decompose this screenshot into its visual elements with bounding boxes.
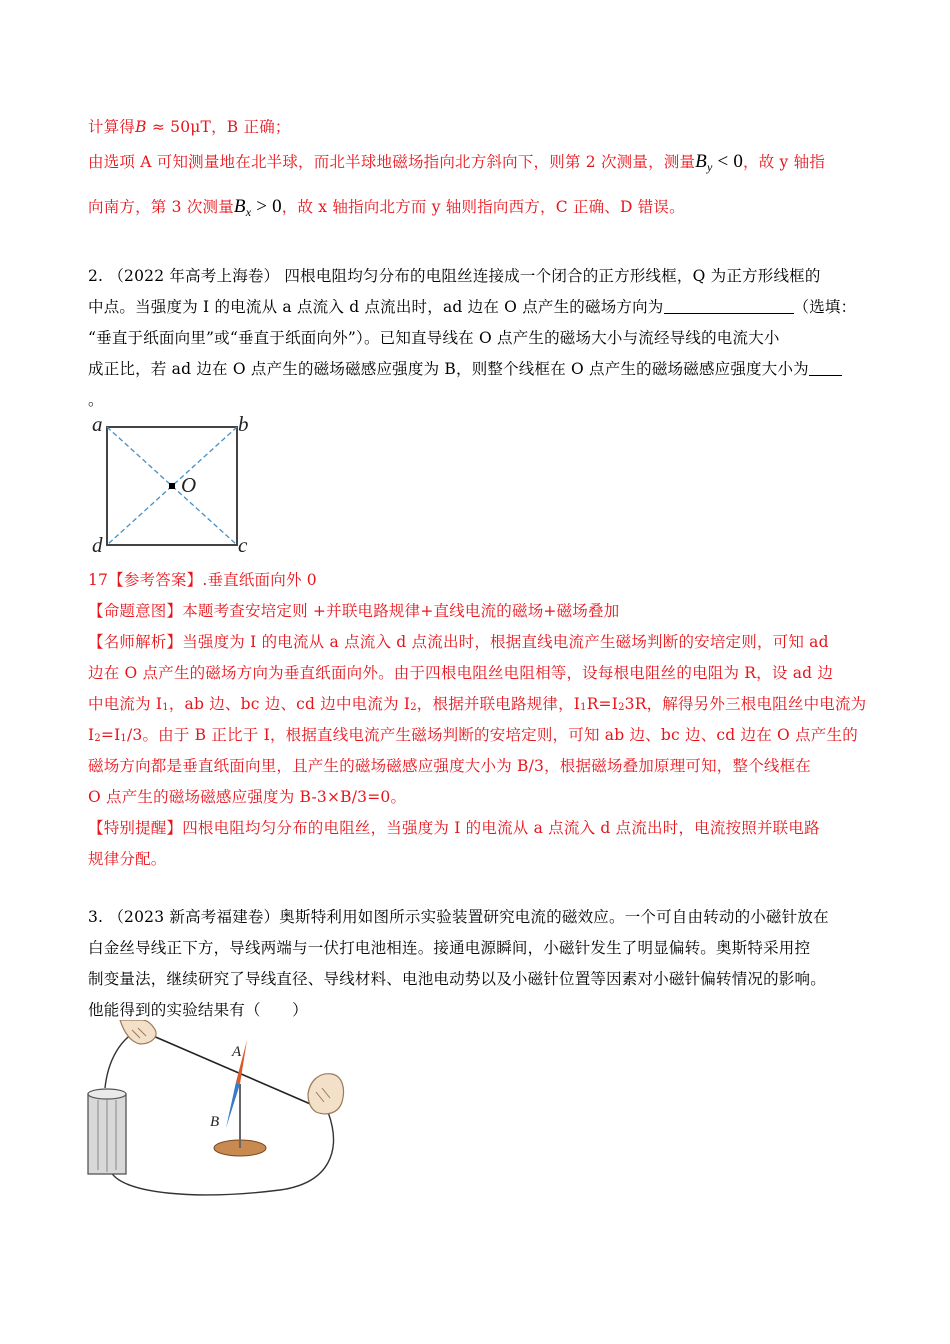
battery-top xyxy=(88,1089,126,1099)
platinum-wire xyxy=(144,1032,315,1106)
q3-line-2: 白金丝导线正下方，导线两端与一伏打电池相连。接通电源瞬间，小磁针发生了明显偏转。奥斯特采用控 xyxy=(88,939,811,957)
q2-line-4: 成正比，若 ad 边在 O 点产生的磁场磁感应强度为 B，则整个线框在 O 点产生的磁场磁感应强度大小为 xyxy=(88,359,842,379)
label-c: c xyxy=(238,533,248,557)
tip-line-1: 【特别提醒】四根电阻均匀分布的电阻丝，当强度为 I 的电流从 a 点流入 d 点流出时，电流按照并联电路 xyxy=(88,819,820,837)
q3-line-1: 3. （2023 新高考福建卷）奥斯特利用如图所示实验装置研究电流的磁效应。一个可自由转动的小磁针放在 xyxy=(88,908,829,926)
right-hand xyxy=(308,1074,344,1114)
tip-line-2: 规律分配。 xyxy=(88,850,167,868)
analysis-line-6: O 点产生的磁场磁感应强度为 B-3×B/3=0。 xyxy=(88,788,407,806)
square-frame-figure xyxy=(88,412,263,557)
q1-line-3: 向南方，第 3 次测量$B_x > 0$，故 x 轴指向北方而 y 轴则指向西方，C 正确、D 错误。 xyxy=(88,196,685,219)
label-o: O xyxy=(181,473,197,497)
answer-blank-2 xyxy=(809,359,842,376)
q1-line-1: 计算得B ≈ 50μT，B 正确； xyxy=(88,118,291,136)
q3-line-4: 他能得到的实验结果有（ ） xyxy=(88,1001,308,1019)
q1-line-2: 由选项 A 可知测量地在北半球，而北半球地磁场指向北方斜向下，则第 2 次测量，测量$B_y < 0$，故 y 轴指 xyxy=(88,151,826,174)
analysis-line-3: 中电流为 $I_1$，ab 边、bc 边、cd 边中电流为 $I_2$，根据并联电路规律，$I_1R=I_23R$，解得另外三根电阻丝中电流为 xyxy=(88,695,867,713)
answer-blank-1 xyxy=(664,297,794,314)
reference-answer: 17【参考答案】.垂直纸面向外 0 xyxy=(88,571,317,589)
oersted-experiment-figure xyxy=(80,1020,370,1205)
analysis-line-2: 边在 O 点产生的磁场方向为垂直纸面向外。由于四根电阻丝电阻相等，设每根电阻丝的电阻为 R，设 ad 边 xyxy=(88,664,834,682)
label-a: a xyxy=(92,412,103,436)
by-formula: $B_y < 0$ xyxy=(695,151,744,174)
label-b: b xyxy=(238,412,249,436)
label-B: B xyxy=(210,1114,220,1130)
center-point-o xyxy=(169,483,175,489)
needle-south-half xyxy=(226,1082,240,1128)
label-A: A xyxy=(232,1044,242,1060)
intent-line: 【命题意图】本题考查安培定则 +并联电路规律+直线电流的磁场+磁场叠加 xyxy=(88,602,620,620)
analysis-line-4: $I_2=I_1/3$。由于 B 正比于 I，根据直线电流产生磁场判断的安培定则，可知 ab 边、bc 边、cd 边在 O 点产生的 xyxy=(88,726,858,744)
label-d: d xyxy=(92,533,103,557)
q2-line-2: 中点。当强度为 I 的电流从 a 点流入 d 点流出时，ad 边在 O 点产生的磁场方向为 （选填： xyxy=(88,298,857,316)
q2-line-3: “垂直于纸面向里”或“垂直于纸面向外”）。已知直导线在 O 点产生的磁场大小与流经导线的电流大小 xyxy=(88,329,780,347)
analysis-line-1: 【名师解析】当强度为 I 的电流从 a 点流入 d 点流出时，根据直线电流产生磁场判断的安培定则，可知 ad xyxy=(88,633,829,651)
q2-line-1: 2. （2022 年高考上海卷） 四根电阻均匀分布的电阻丝连接成一个闭合的正方形线框，Q 为正方形线框的 xyxy=(88,267,821,285)
q2-line-5: 。 xyxy=(88,391,104,409)
q3-line-3: 制变量法，继续研究了导线直径、导线材料、电池电动势以及小磁针位置等因素对小磁针偏转情况的影响。 xyxy=(88,970,826,988)
analysis-line-5: 磁场方向都是垂直纸面向里，且产生的磁场磁感应强度大小为 B/3，根据磁场叠加原理可知，整个线框在 xyxy=(88,757,812,775)
bx-formula: $B_x > 0$ xyxy=(233,196,282,219)
